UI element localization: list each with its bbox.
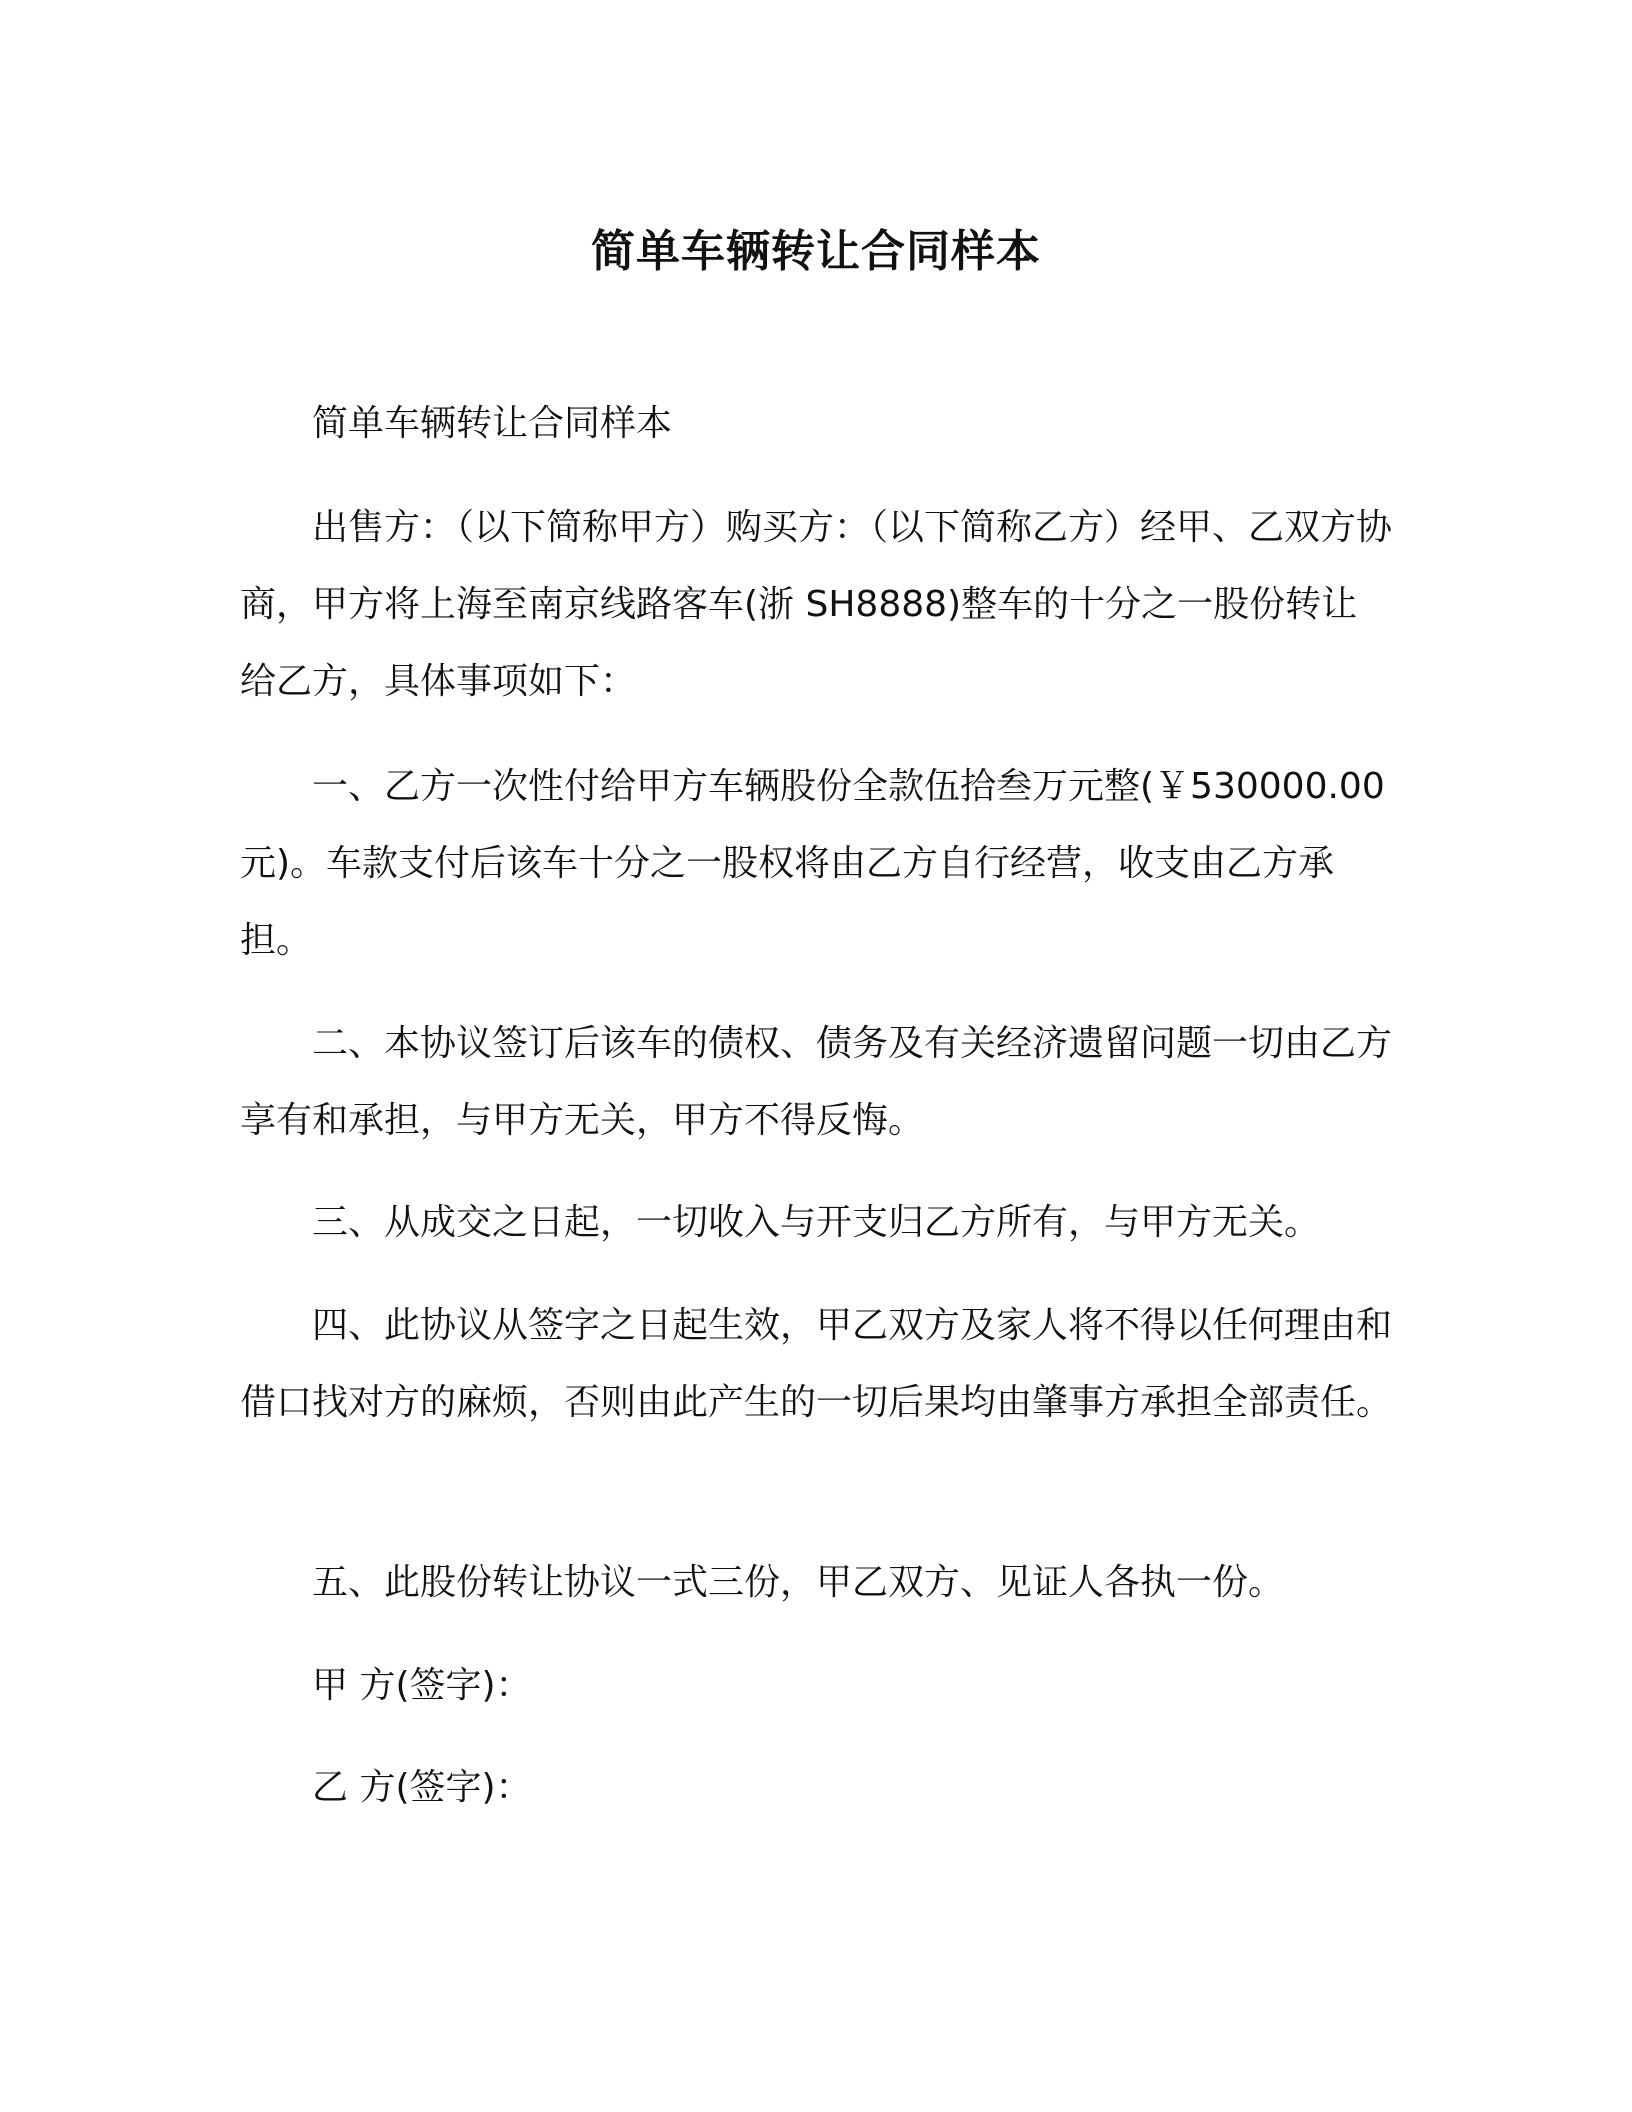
clause-2: 二、本协议签订后该车的债权、债务及有关经济遗留问题一切由乙方享有和承担，与甲方无关，甲方不得反悔。 [240,1023,1393,1141]
clause-1: 一、乙方一次性付给甲方车辆股份全款伍拾叁万元整(￥530000.00 元)。车款支付后该车十分之一股权将由乙方自行经营，收支由乙方承担。 [240,766,1385,961]
clause-4: 四、此协议从签字之日起生效，甲乙双方及家人将不得以任何理由和借口找对方的麻烦，否则由此产生的一切后果均由肇事方承担全部责任。 [240,1305,1393,1423]
document-subtitle: 简单车辆转让合同样本 [312,403,673,444]
clause-5: 五、此股份转让协议一式三份，甲乙双方、见证人各执一份。 [312,1562,1285,1603]
intro-paragraph: 出售方：（以下简称甲方）购买方：（以下简称乙方）经甲、乙双方协商，甲方将上海至南京线路客车(浙 SH8888)整车的十分之一股份转让给乙方，具体事项如下： [240,507,1393,702]
signature-party-b: 乙 方(签字)： [312,1767,532,1808]
document-title: 简单车辆转让合同样本 [591,226,1041,277]
clause-3: 三、从成交之日起，一切收入与开支归乙方所有，与甲方无关。 [312,1202,1321,1243]
signature-party-a: 甲 方(签字)： [312,1665,532,1706]
